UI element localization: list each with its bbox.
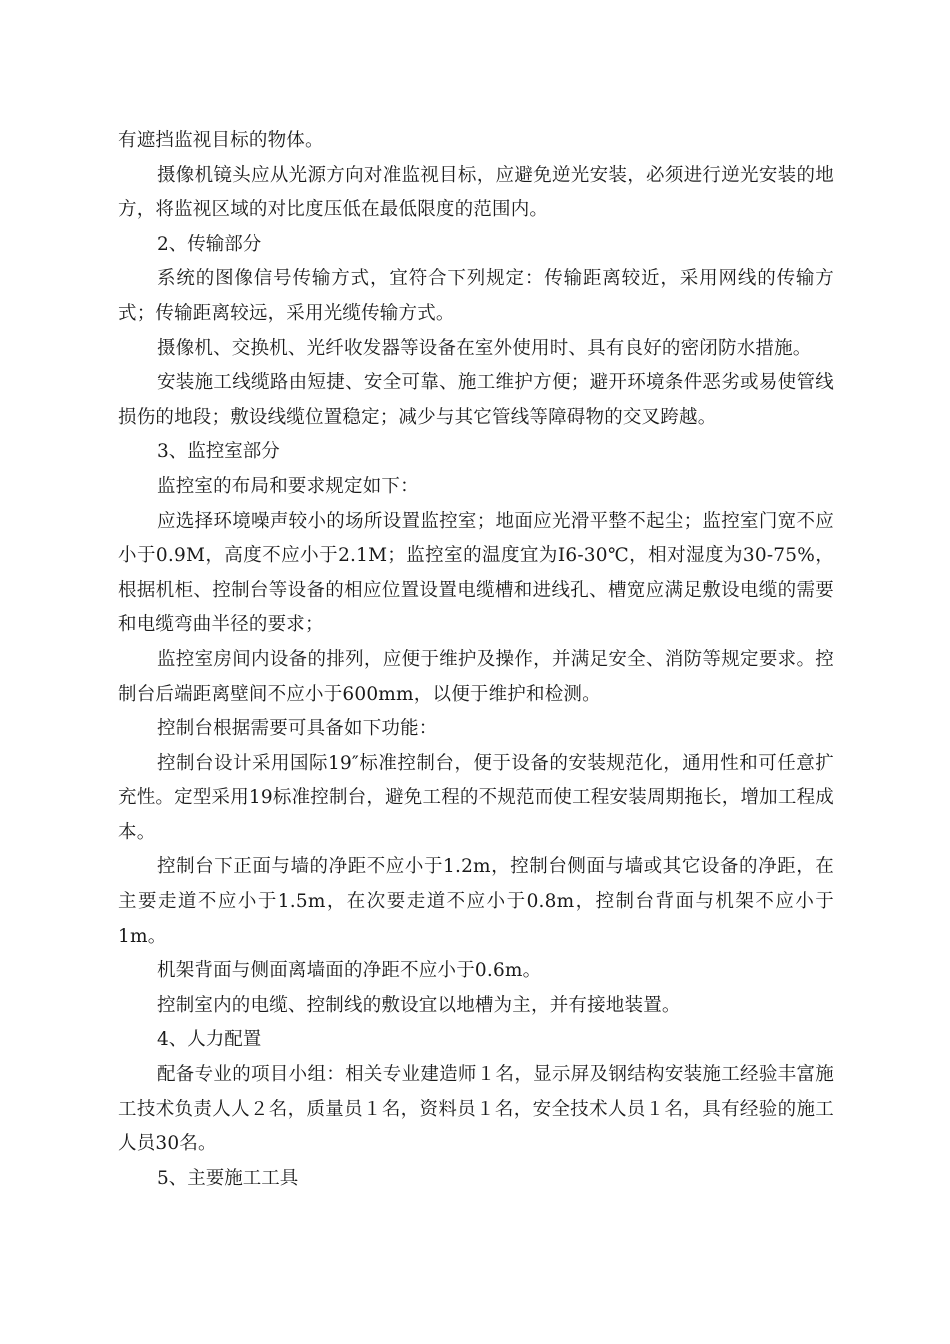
- section-heading-control-room: 3、监控室部分: [157, 441, 280, 463]
- section-heading-tools: 5、主要施工工具: [157, 1167, 299, 1189]
- paragraph-project-team: 配备专业的项目小组：相关专业建造师１名，显示屏及钢结构安装施工经验丰富施工技术负责人人２名，质量员１名，资料员１名，安全技术人员１名，具有经验的施工人员30名。: [118, 1064, 834, 1155]
- section-heading-transmission: 2、传输部分: [157, 233, 262, 255]
- paragraph-camera-lens: 摄像机镜头应从光源方向对准监视目标，应避免逆光安装，必须进行逆光安装的地方，将监视区域的对比度压低在最低限度的范围内。: [118, 164, 834, 221]
- paragraph-layout-intro: 监控室的布局和要求规定如下：: [157, 475, 419, 497]
- paragraph-console-standard: 控制台设计采用国际19″标准控制台，便于设备的安装规范化，通用性和可任意扩充性。定型采用19标准控制台，避免工程的不规范而使工程安装周期拖长，增加工程成本。: [118, 752, 834, 843]
- paragraph-rack-clearance: 机架背面与侧面离墙面的净距不应小于0.6m。: [157, 960, 542, 982]
- paragraph-outdoor-waterproof: 摄像机、交换机、光纤收发器等设备在室外使用时、具有良好的密闭防水措施。: [157, 337, 812, 359]
- paragraph-equipment-arrangement: 监控室房间内设备的排列，应便于维护及操作，并满足安全、消防等规定要求。控制台后端距离壁间不应小于600mm，以便于维护和检测。: [118, 648, 834, 705]
- paragraph-cable-laying: 控制室内的电缆、控制线的敷设宜以地槽为主，并有接地装置。: [157, 994, 681, 1016]
- paragraph-signal-transmission: 系统的图像信号传输方式，宜符合下列规定：传输距离较近，采用网线的传输方式；传输距离较远，采用光缆传输方式。: [118, 268, 834, 324]
- paragraph-continuation: 有遮挡监视目标的物体。: [118, 130, 324, 151]
- paragraph-room-requirements: 应选择环境噪声较小的场所设置监控室；地面应光滑平整不起尘；监控室门宽不应小于0.9M，高度不应小于2.1M；监控室的温度宜为I6-30℃，相对湿度为30-75%，根据机柜、控制台等设备的相应位置设置电缆槽和进线孔、槽宽应满足敷设电缆的需要和电缆弯曲半径的要求；: [118, 510, 834, 636]
- document-page: [118, 124, 834, 1196]
- paragraph-console-clearance: 控制台下正面与墙的净距不应小于1.2m，控制台侧面与墙或其它设备的净距，在主要走道不应小于1.5m，在次要走道不应小于0.8m，控制台背面与机架不应小于1m。: [118, 856, 834, 947]
- section-heading-staffing: 4、人力配置: [157, 1029, 262, 1051]
- paragraph-console-functions-intro: 控制台根据需要可具备如下功能：: [157, 718, 438, 740]
- paragraph-cable-routing: 安装施工线缆路由短捷、安全可靠、施工维护方便；避开环境条件恶劣或易使管线损伤的地段；敷设线缆位置稳定；减少与其它管线等障碍物的交叉跨越。: [118, 372, 834, 428]
